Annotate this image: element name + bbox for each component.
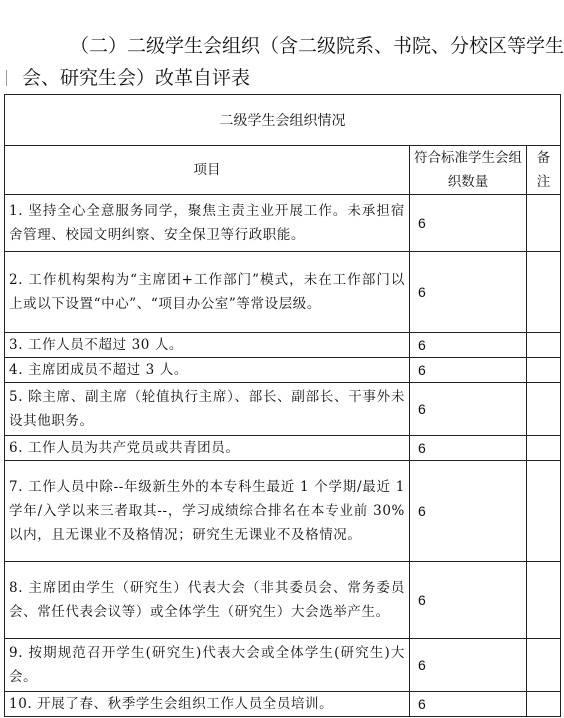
table-row bbox=[5, 252, 561, 333]
table-row bbox=[5, 333, 561, 358]
row-8-item: 8. 主席团由学生（研究生）代表大会（非其委员会、常务委员会、常任代表会议等）或全体学生（研究生）大会选举产生。 bbox=[5, 562, 410, 639]
heading-line-1: （二）二级学生会组织（含二级院系、书院、分校区等学生 bbox=[70, 35, 564, 57]
table-caption-row bbox=[5, 95, 561, 146]
row-8-note[interactable] bbox=[527, 562, 561, 639]
row-1-item: 1. 坚持全心全意服务同学，聚焦主责主业开展工作。未承担宿舍管理、校园文明纠察、安全保卫等行政职能。 bbox=[5, 195, 410, 252]
table-caption: 二级学生会组织情况 bbox=[5, 95, 561, 146]
table-row bbox=[5, 562, 561, 639]
table-row bbox=[5, 358, 561, 383]
row-3-note[interactable] bbox=[527, 333, 561, 358]
row-5-count[interactable]: 6 bbox=[410, 383, 527, 436]
row-1-note[interactable] bbox=[527, 195, 561, 252]
row-10-item: 10. 开展了春、秋季学生会组织工作人员全员培训。 bbox=[5, 692, 410, 717]
row-5-item: 5. 除主席、副主席（轮值执行主席）、部长、副部长、干事外未设其他职务。 bbox=[5, 383, 410, 436]
row-9-count[interactable]: 6 bbox=[410, 639, 527, 692]
row-9-item: 9. 按期规范召开学生(研究生)代表大会或全体学生(研究生)大会。 bbox=[5, 639, 410, 692]
row-2-note[interactable] bbox=[527, 252, 561, 333]
row-10-count[interactable]: 6 bbox=[410, 692, 527, 717]
row-4-note[interactable] bbox=[527, 358, 561, 383]
column-header-note: 备注 bbox=[527, 146, 561, 195]
row-3-item: 3. 工作人员不超过 30 人。 bbox=[5, 333, 410, 358]
table-row bbox=[5, 639, 561, 692]
row-2-item: 2. 工作机构架构为“主席团+工作部门”模式，未在工作部门以上或以下设置“中心”、“项目办公室”等常设层级。 bbox=[5, 252, 410, 333]
text-cursor bbox=[6, 70, 7, 86]
form-heading bbox=[0, 30, 564, 94]
self-assessment-table bbox=[4, 94, 561, 717]
row-7-item: 7. 工作人员中除--年级新生外的本专科生最近 1 个学期/最近 1 学年/入学以来三者取其--，学习成绩综合排名在本专业前 30%以内，且无课业不及格情况；研究生无课业不及格情况。 bbox=[5, 461, 410, 562]
column-header-count: 符合标准学生会组织数量 bbox=[410, 146, 527, 195]
table-row bbox=[5, 461, 561, 562]
column-header-item: 项目 bbox=[5, 146, 410, 195]
table-row bbox=[5, 692, 561, 717]
row-6-count[interactable]: 6 bbox=[410, 436, 527, 461]
row-6-item: 6. 工作人员为共产党员或共青团员。 bbox=[5, 436, 410, 461]
table-row bbox=[5, 436, 561, 461]
table-header-row bbox=[5, 146, 561, 195]
table-row bbox=[5, 383, 561, 436]
row-9-note[interactable] bbox=[527, 639, 561, 692]
row-10-note[interactable] bbox=[527, 692, 561, 717]
row-5-note[interactable] bbox=[527, 383, 561, 436]
row-8-count[interactable]: 6 bbox=[410, 562, 527, 639]
table-row bbox=[5, 195, 561, 252]
row-4-count[interactable]: 6 bbox=[410, 358, 527, 383]
row-7-note[interactable] bbox=[527, 461, 561, 562]
row-4-item: 4. 主席团成员不超过 3 人。 bbox=[5, 358, 410, 383]
row-1-count[interactable]: 6 bbox=[410, 195, 527, 252]
row-3-count[interactable]: 6 bbox=[410, 333, 527, 358]
row-2-count[interactable]: 6 bbox=[410, 252, 527, 333]
heading-line-2: 会、研究生会）改革自评表 bbox=[22, 67, 251, 89]
row-7-count[interactable]: 6 bbox=[410, 461, 527, 562]
row-6-note[interactable] bbox=[527, 436, 561, 461]
